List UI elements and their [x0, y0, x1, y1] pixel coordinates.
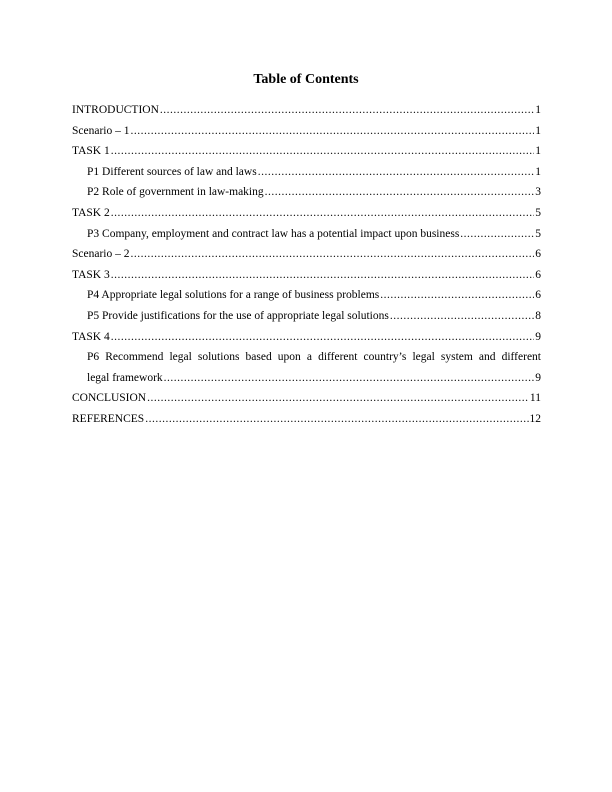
- toc-entry-p5[interactable]: [72, 306, 541, 327]
- toc-entry-task-3[interactable]: [72, 265, 541, 286]
- toc-entry-scenario-2[interactable]: [72, 244, 541, 265]
- toc-entry-task-4[interactable]: [72, 327, 541, 348]
- toc-entry-label: CONCLUSION: [72, 392, 147, 405]
- dot-leader: [380, 285, 534, 306]
- toc-page-number: 1: [535, 145, 541, 158]
- dot-leader: [390, 306, 534, 327]
- dot-leader: [164, 368, 535, 389]
- dot-leader: [111, 141, 535, 162]
- toc-entry-p1[interactable]: [72, 162, 541, 183]
- toc-entry-p3[interactable]: [72, 224, 541, 245]
- toc-entry-scenario-1[interactable]: [72, 121, 541, 142]
- toc-page-number: 1: [535, 104, 541, 116]
- toc-page-number: 1: [535, 165, 541, 178]
- toc-page-number: 9: [535, 371, 541, 384]
- toc-entry-label: TASK 3: [72, 268, 110, 281]
- toc-entry-label: TASK 1: [72, 145, 110, 158]
- toc-entry-label-line1: P6 Recommend legal solutions based upon a different country’s legal system and different: [87, 351, 541, 364]
- toc-entry-p6[interactable]: [72, 347, 541, 388]
- toc-entry-label-line2: legal framework: [87, 371, 163, 384]
- toc-entry-p4[interactable]: [72, 285, 541, 306]
- dot-leader: [265, 182, 535, 203]
- toc-page-number: 12: [529, 412, 541, 425]
- toc-entry-label: Scenario – 1: [72, 124, 130, 137]
- toc-page-number: 6: [535, 248, 541, 261]
- toc-page-number: 3: [535, 186, 541, 199]
- dot-leader: [147, 388, 529, 409]
- toc-page-number: 9: [535, 330, 541, 343]
- toc-entry-label: P1 Different sources of law and laws: [87, 165, 257, 178]
- dot-leader: [258, 162, 535, 183]
- toc-page-number: 1: [535, 124, 541, 137]
- toc-page-number: 6: [535, 268, 541, 281]
- toc-entry-p2[interactable]: [72, 182, 541, 203]
- toc-entry-task-1[interactable]: [72, 141, 541, 162]
- dot-leader: [160, 100, 534, 121]
- toc-entry-conclusion[interactable]: [72, 388, 541, 409]
- toc-entry-task-2[interactable]: [72, 203, 541, 224]
- toc-entry-label: INTRODUCTION: [72, 104, 159, 116]
- toc-entry-label: TASK 2: [72, 206, 110, 219]
- dot-leader: [111, 203, 535, 224]
- toc-entry-label: P4 Appropriate legal solutions for a range of business problems: [87, 289, 380, 302]
- toc-entry-label: REFERENCES: [72, 412, 145, 425]
- toc-entry-introduction[interactable]: [72, 100, 541, 121]
- toc-page-number: 5: [535, 206, 541, 219]
- toc-list: [72, 100, 541, 430]
- toc-entry-label: P5 Provide justifications for the use of appropriate legal solutions: [87, 309, 389, 322]
- toc-page-number: 6: [535, 289, 541, 302]
- dot-leader: [145, 409, 528, 430]
- toc-entry-label: Scenario – 2: [72, 248, 130, 261]
- dot-leader: [460, 224, 534, 245]
- toc-page-number: 5: [535, 227, 541, 240]
- toc-entry-label: P2 Role of government in law-making: [87, 186, 264, 199]
- toc-entry-label: P3 Company, employment and contract law has a potential impact upon business: [87, 227, 460, 240]
- toc-page-number: 11: [529, 392, 541, 405]
- toc-page-number: 8: [535, 309, 541, 322]
- dot-leader: [111, 265, 535, 286]
- dot-leader: [111, 327, 535, 348]
- toc-entry-label: TASK 4: [72, 330, 110, 343]
- dot-leader: [130, 121, 534, 142]
- toc-entry-references[interactable]: [72, 409, 541, 430]
- dot-leader: [130, 244, 534, 265]
- toc-title: Table of Contents: [253, 72, 359, 87]
